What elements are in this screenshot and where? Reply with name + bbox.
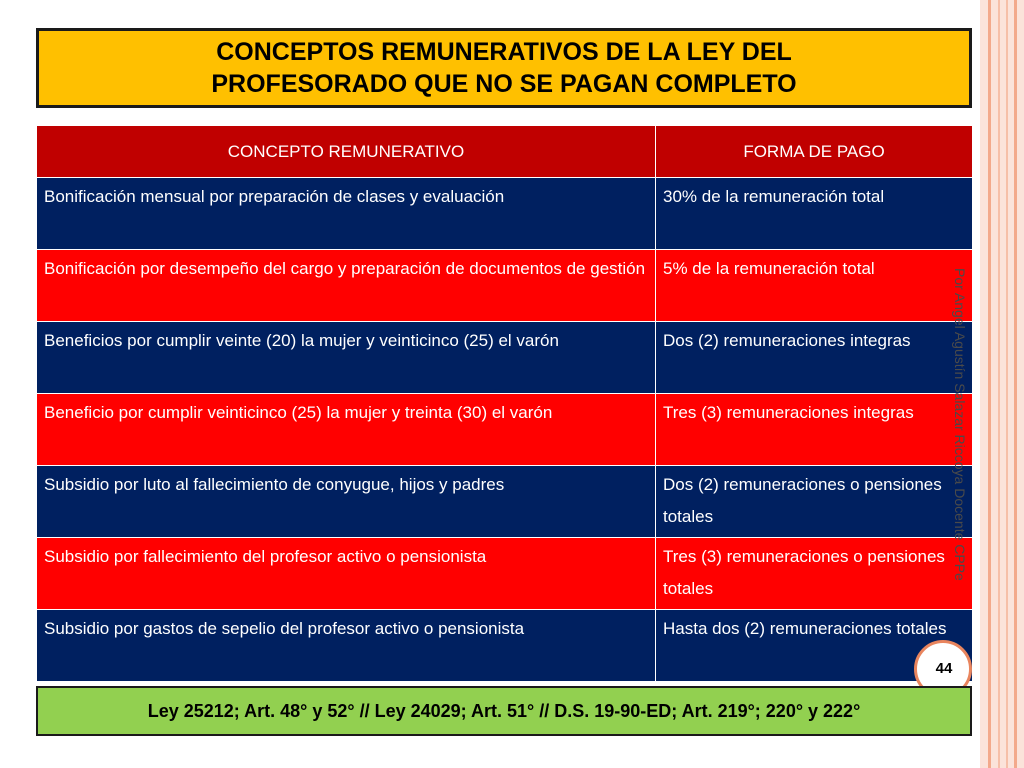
page-number: 44 xyxy=(935,660,953,677)
author-credit: Por Angel Agustín Salazar Riccoya Docente CPPe xyxy=(952,268,968,581)
border-stripe xyxy=(988,0,991,768)
concept-cell: Beneficios por cumplir veinte (20) la mujer y veinticinco (25) el varón xyxy=(37,322,656,394)
concept-cell: Subsidio por luto al fallecimiento de conyugue, hijos y padres xyxy=(37,466,656,538)
table-row xyxy=(37,610,973,682)
table-row xyxy=(37,466,973,538)
remuneration-table xyxy=(36,125,973,682)
concept-cell: Bonificación por desempeño del cargo y preparación de documentos de gestión xyxy=(37,250,656,322)
payment-cell: Tres (3) remuneraciones integras xyxy=(656,394,973,466)
payment-cell: Hasta dos (2) remuneraciones totales xyxy=(656,610,973,682)
border-stripe xyxy=(1006,0,1008,768)
slide-title: CONCEPTOS REMUNERATIVOS DE LA LEY DEL PROFESORADO QUE NO SE PAGAN COMPLETO xyxy=(211,38,797,98)
border-stripe xyxy=(998,0,1000,768)
payment-cell: 30% de la remuneración total xyxy=(656,178,973,250)
concept-cell: Bonificación mensual por preparación de clases y evaluación xyxy=(37,178,656,250)
payment-cell: 5% de la remuneración total xyxy=(656,250,973,322)
header-concept: CONCEPTO REMUNERATIVO xyxy=(37,126,656,178)
header-payment: FORMA DE PAGO xyxy=(656,126,973,178)
legal-reference: Ley 25212; Art. 48° y 52° // Ley 24029; Art. 51° // D.S. 19-90-ED; Art. 219°; 220° y 222° xyxy=(147,700,861,721)
title-box xyxy=(36,28,972,108)
table-row xyxy=(37,178,973,250)
payment-cell: Dos (2) remuneraciones o pensiones totales xyxy=(656,466,973,538)
decorative-border xyxy=(980,0,1024,768)
legal-reference-box xyxy=(36,686,972,736)
concept-cell: Beneficio por cumplir veinticinco (25) la mujer y treinta (30) el varón xyxy=(37,394,656,466)
table-header-row xyxy=(37,126,973,178)
border-stripe xyxy=(1014,0,1017,768)
concept-cell: Subsidio por fallecimiento del profesor activo o pensionista xyxy=(37,538,656,610)
table-row xyxy=(37,538,973,610)
table-row xyxy=(37,322,973,394)
payment-cell: Tres (3) remuneraciones o pensiones totales xyxy=(656,538,973,610)
table-row xyxy=(37,250,973,322)
concept-cell: Subsidio por gastos de sepelio del profesor activo o pensionista xyxy=(37,610,656,682)
payment-cell: Dos (2) remuneraciones integras xyxy=(656,322,973,394)
table-row xyxy=(37,394,973,466)
